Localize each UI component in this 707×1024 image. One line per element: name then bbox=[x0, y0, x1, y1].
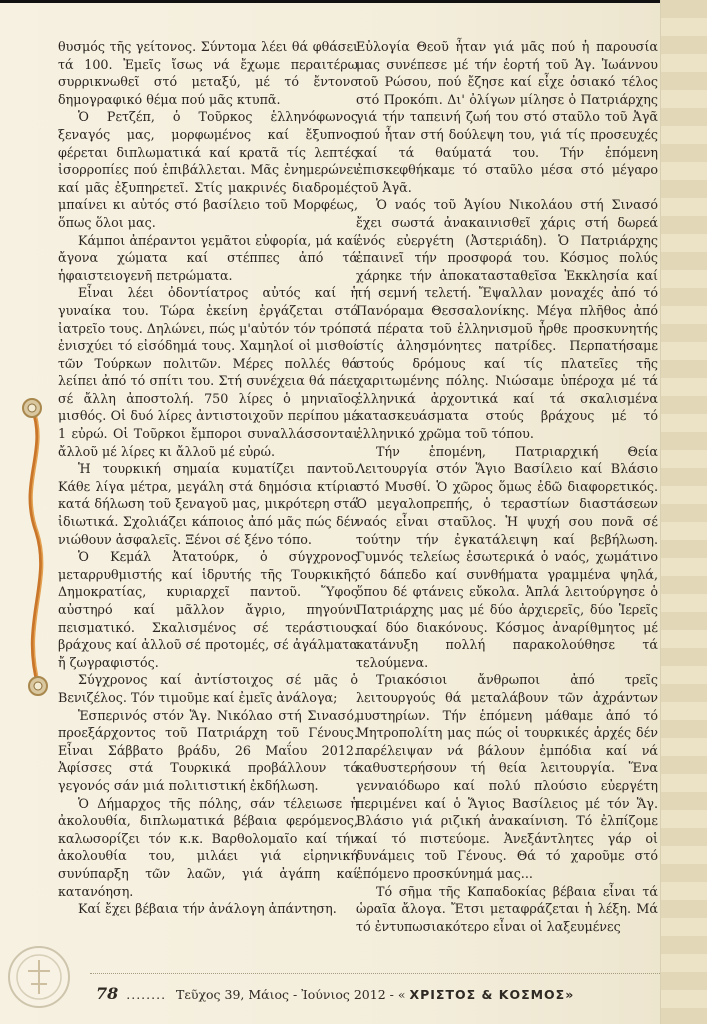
footer-rule bbox=[90, 973, 660, 974]
paragraph: Εἶναι λέει ὀδοντίατρος αὐτός καί ἡ γυναίκα του. Τώρα ἐκείνη ἐργάζεται στό ἰατρεῖο τους. Δηλώνει, πώς μ'αὐτόν τόν τρόπο ἐνισχύει τό εἰσόδημά τους. Χαμηλοί οἱ μισθοί τῶν Τούρκων πολιτῶν. Μέρες πολλές θά λείπει ἀπό τό σπίτι του. Στή συνέχεια θά πάει σέ ἄλλη ἀποστολή. 750 λίρες ὁ μηνιαῖος μισθός. Οἱ δυό λίρες ἀντιστοιχοῦν περίπου μέ 1 εὐρώ. Οἱ Τοῦρκοι ἔμποροι συναλλάσσονται ἄλλοῦ μέ λίρες κι ἄλλοῦ μέ εὐρώ. bbox=[58, 285, 358, 459]
paragraph: Ὁ Κεμάλ Ἀτατούρκ, ὁ σύγχρονος μεταρρυθμιστής καί ἱδρυτής τῆς Τουρκικῆς Δημοκρατίας, κυριαρχεῖ παντοῦ. Ὕφος αὐστηρό καί μᾶλλον ἄγριο, πηγούνι πεισματικό. Σκαλισμένος σέ τεράστιους βράχους καί ἀλλοῦ σέ προτομές, σέ ἀγάλματα ἤ ζωγραφιστός. bbox=[58, 549, 358, 670]
page-number: 78 bbox=[96, 984, 119, 1003]
seal-watermark bbox=[6, 944, 72, 1010]
scan-edge bbox=[0, 0, 707, 3]
page-margin-strip bbox=[660, 0, 707, 1024]
paragraph: Ἑσπερινός στόν Ἅγ. Νικόλαο στή Σινασό, προεξάρχοντος τοῦ Πατριάρχη τοῦ Γένους. Εἶναι Σάββατο βράδυ, 26 Μαΐου 2012. Ἀφίσσες στά Τουρκικά προβάλλουν τό γεγονός σάν μιά πολιτιστική ἐκδήλωση. bbox=[58, 707, 358, 793]
paragraph: Ὁ Δήμαρχος τῆς πόλης, σάν τέλειωσε ἡ ἀκολουθία, διπλωματικά βέβαια φερόμενος, καλωσορίζει τόν κ.κ. Βαρθολομαῖο καί τήν ἀκολουθία του, μιλάει γιά εἰρηνική συνύπαρξη τῶν λαῶν, γιά ἀγάπη καί κατανόηση. bbox=[58, 795, 358, 899]
magazine-name: ΧΡΙΣΤΟΣ & ΚΟΣΜΟΣ» bbox=[409, 987, 575, 1002]
paragraph: Τό σῆμα τῆς Καπαδοκίας βέβαια εἶναι τά ὡραῖα ἄλογα. Ἔτσι μεταφράζεται ἡ λέξη. Μά τό ἐντυπωσιακότερο εἶναι οἱ λαξευμένες bbox=[356, 883, 658, 934]
paragraph: Τριακόσιοι ἄνθρωποι ἀπό τρεῖς λειτουργούς θά μεταλάβουν τῶν ἀχράντων μυστηρίων. Τήν ἑπόμενη μάθαμε ἀπό τό Μητροπολίτη μας πώς οἱ τουρκικές ἀρχές δέν παρέλειψαν νά βάλουν ἐμπόδια καί νά καθυστερήσουν τή θεία λειτουργία. Ἕνα γενναιόδωρο καί πολύ πλούσιο εὐεργέτη περιμένει καί ὁ Ἅγιος Βασίλειος μέ τόν Ἅγ. Βλάσιο γιά ριζική ἀνακαίνιση. Τό ἐλπίζομε καί τό πιστεύομε. Ἀνεξάντλητες γάρ οἱ δυνάμεις τοῦ Γένους. Θά τό χαροῦμε στό ἑπόμενο προσκύνημά μας... bbox=[356, 672, 658, 881]
paragraph: Κάμποι ἀπέραντοι γεμᾶτοι εὐφορία, μά καί ἄγονα χώματα καί στέππες ἀπό τά ἡφαιστειογενῆ πετρώματα. bbox=[58, 232, 358, 283]
paragraph: Σύγχρονος καί ἀντίστοιχος σέ μᾶς ὁ Βενιζέλος. Τόν τιμοῦμε καί ἐμεῖς ἀνάλογα; bbox=[58, 672, 358, 705]
page-footer bbox=[96, 984, 656, 1006]
issue-info: Τεῦχος 39, Μάιος - Ἰούνιος 2012 - « bbox=[176, 987, 406, 1002]
text-column-right bbox=[356, 38, 658, 935]
paragraph: Ὁ ναός τοῦ Ἁγίου Νικολάου στή Σινασό ἔχει σωστά ἀνακαινισθεῖ χάρις στή δωρεά ἑνός εὐεργέτη (Ἀστεριάδη). Ὁ Πατριάρχης ἐπαινεῖ τήν προσφορά του. Κόσμος πολύς χάρηκε τήν ἀποκατασταθεῖσα Ἐκκλησία καί τή σεμνή τελετή. Ἔψαλλαν μοναχές ἀπό τό Πανόραμα Θεσσαλονίκης. Μέγα πλῆθος ἀπό τά πέρατα τοῦ ἑλληνισμοῦ ἦρθε προσκυνητής στίς ἀλησμόνητες πατρίδες. Περπατήσαμε στούς δρόμους καί τίς πλατεῖες τῆς χαριτωμένης πόλης. Νιώσαμε ὑπέροχα μέ τά ἑλληνικά ἀρχοντικά καί τά σκαλισμένα κατασκευάσματα στούς βράχους μέ τό ἑλληνικό χρῶμα τοῦ τόπου. bbox=[356, 197, 658, 442]
paragraph: Ὁ Ρετζέπ, ὁ Τοῦρκος ἑλληνόφωνος ξεναγός μας, μορφωμένος καί ἔξυπνος φέρεται διπλωματικά καί κρατᾶ τίς λεπτές ἰσορροπίες πού ἐπιβάλλεται. Μᾶς ἐνημερώνει καί μᾶς ἐξυπηρετεῖ. Στίς μακρινές διαδρομές μπαίνει κι αὐτός στό βασίλειο τοῦ Μορφέως, ὅπως ὅλοι μας. bbox=[58, 109, 358, 230]
footer-dots: ........ bbox=[126, 987, 167, 1002]
paragraph: Καί ἔχει βέβαια τήν ἀνάλογη ἀπάντηση. bbox=[78, 901, 337, 917]
paragraph: Εὐλογία Θεοῦ ἦταν γιά μᾶς πού ἡ παρουσία μας συνέπεσε μέ τήν ἑορτή τοῦ Ἁγ. Ἰωάννου τοῦ Ρώσου, πού ἔζησε καί εἶχε ὁσιακό τέλος στό Προκόπι. Δι' ὀλίγων μίλησε ὁ Πατριάρχης γιά τήν ταπεινή ζωή του στό σταῦλο τοῦ Ἀγᾶ πού ἦταν στή δούλεψη του, γιά τίς προσευχές καί τά θαύματά του. Τήν ἑπόμενη ἐπισκεφθήκαμε τό σταῦλο μέσα στό μέγαρο τοῦ Ἀγᾶ. bbox=[356, 39, 658, 195]
paragraph: Ἡ τουρκική σημαία κυματίζει παντοῦ. Κάθε λίγα μέτρα, μεγάλη στά δημόσια κτίρια κατά δήλωση τοῦ ξεναγοῦ μας, μικρότερη στά ἰδιωτικά. Σχολιάζει κάποιος ἀπό μᾶς πώς δέν νιώθουν ἀσφαλεῖς. Ξένοι σέ ξένο τόπο. bbox=[58, 461, 358, 547]
paragraph: θυσμός τῆς γείτονος. Σύντομα λέει θά φθάσει τά 100. Ἐμεῖς ἴσως νά ἔχωμε περαιτέρω συρρικνωθεῖ στό μεταξύ, μέ τό ἔντονο δημογραφικό θέμα πού μᾶς κτυπᾶ. bbox=[58, 39, 358, 107]
text-column-left bbox=[58, 38, 358, 918]
paragraph: Τήν ἑπομένη, Πατριαρχική Θεία Λειτουργία στόν Ἅγιο Βασίλειο καί Βλάσιο στό Μυσθί. Ὁ χῶρος ὅμως ἐδῶ διαφορετικός. Ὁ μεγαλοπρεπής, ὁ τεραστίων διαστάσεων ναός εἶναι σταῦλος. Ἡ ψυχή σου πονᾶ σέ τούτην τήν ἐγκατάλειψη καί βεβήλωση. Γυμνός τελείως ἐσωτερικά ὁ ναός, χωμάτινο τό δάπεδο καί συνθήματα γραμμένα ψηλά, ὅπου δέ φτάνεις εὔκολα. Ἀπλά λειτούργησε ὁ Πατριάρχης μας μέ δύο ἀρχιερεῖς, δύο Ἱερεῖς καί δύο διακόνους. Κόσμος ἀναρίθμητος μέ κατάνυξη πολλή παρακολούθησε τά τελούμενα. bbox=[356, 443, 658, 670]
